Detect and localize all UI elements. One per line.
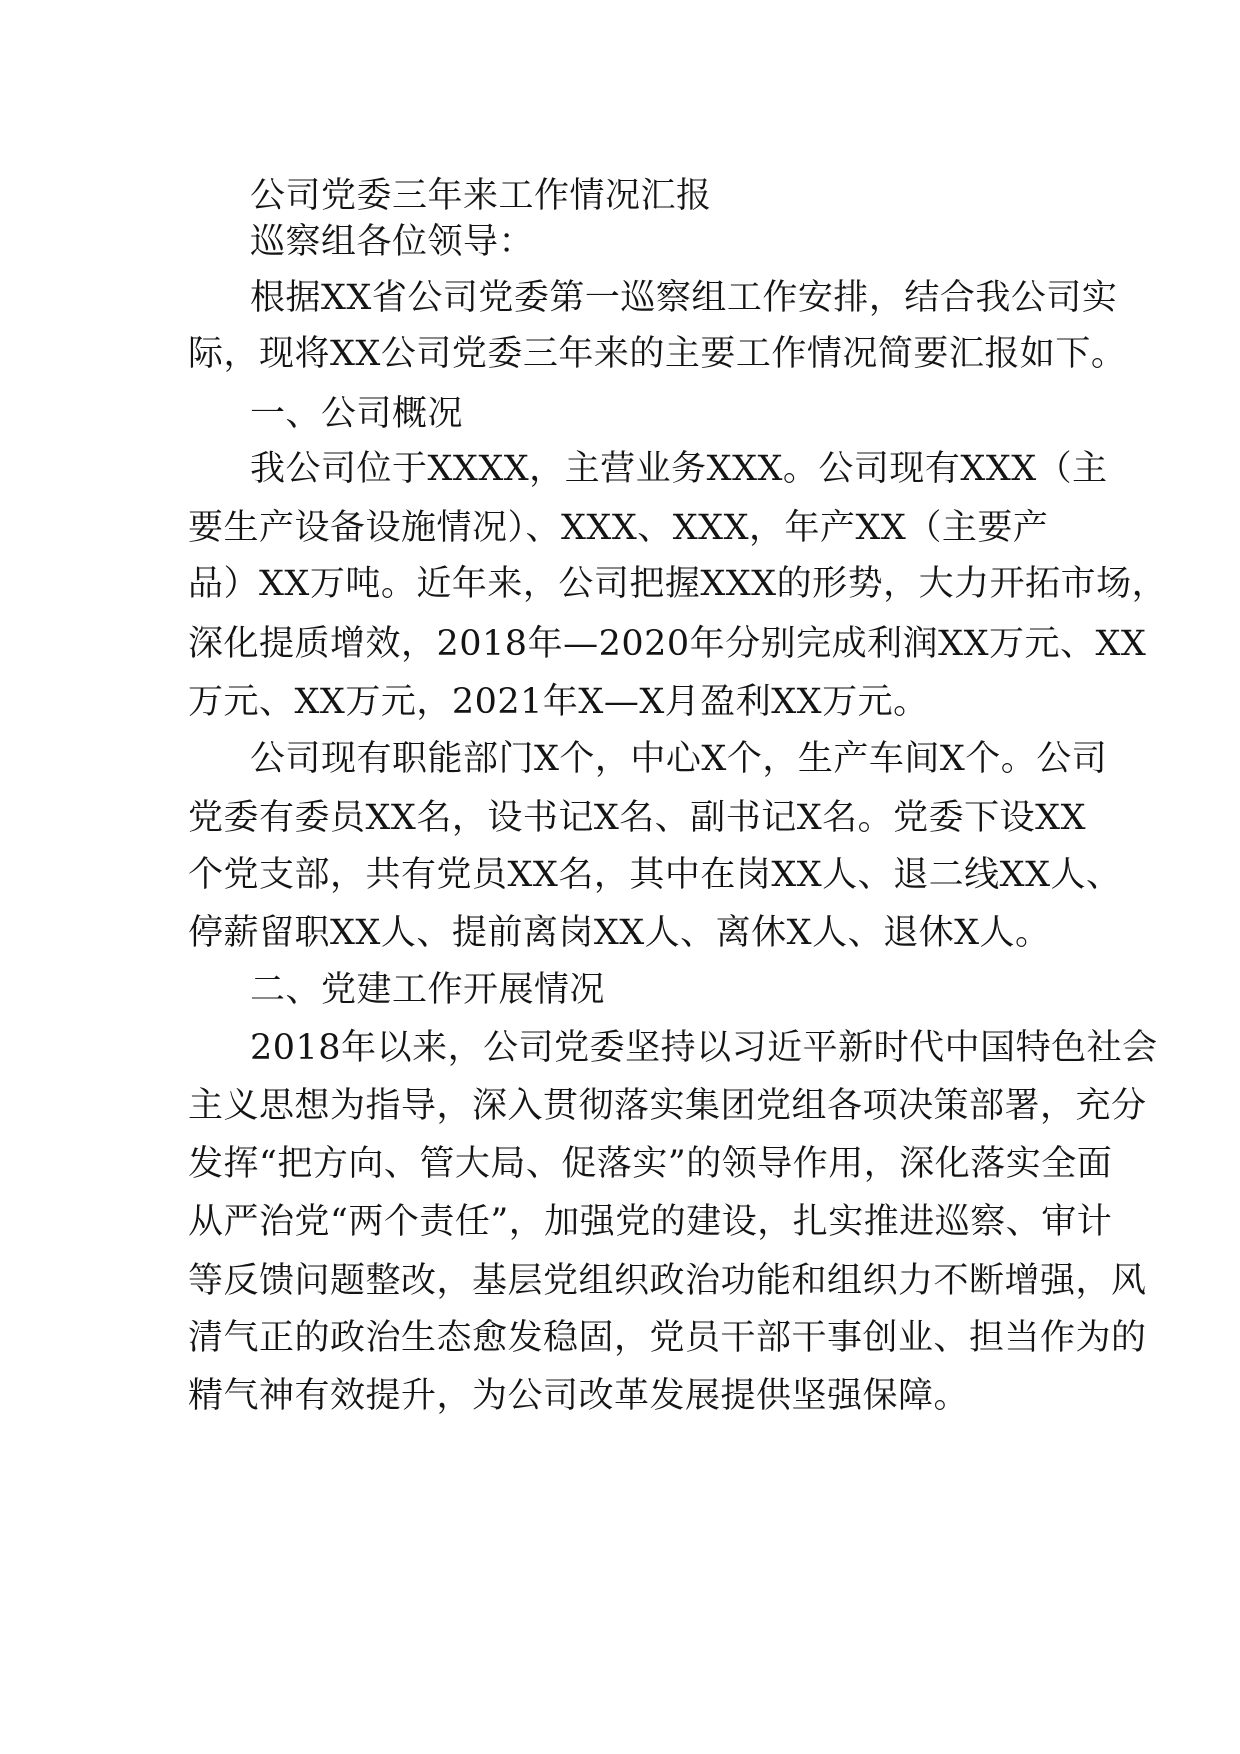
paragraph-line: 精气神有效提升，为公司改革发展提供坚强保障。 [188, 1376, 970, 1416]
paragraph-line: 停薪留职XX人、提前离岗XX人、离休X人、退休X人。 [188, 913, 1051, 953]
paragraph-line: 个党支部，共有党员XX名，其中在岗XX人、退二线XX人、 [188, 855, 1122, 895]
section-heading: 一、公司概况 [250, 394, 464, 434]
paragraph-line: 深化提质增效，2018年—2020年分别完成利润XX万元、XX [188, 624, 1147, 664]
paragraph-line: 根据XX省公司党委第一巡察组工作安排，结合我公司实 [250, 278, 1118, 318]
paragraph-line: 清气正的政治生态愈发稳固，党员干部干事创业、担当作为的 [188, 1318, 1147, 1358]
paragraph-line: 党委有委员XX名，设书记X名、副书记X名。党委下设XX [188, 798, 1087, 838]
salutation: 巡察组各位领导： [250, 222, 535, 262]
paragraph-line: 要生产设备设施情况）、XXX、XXX，年产XX（主要产 [188, 508, 1049, 548]
paragraph-line: 公司现有职能部门X个，中心X个，生产车间X个。公司 [250, 739, 1108, 779]
paragraph-line: 发挥“把方向、管大局、促落实”的领导作用，深化落实全面 [188, 1144, 1113, 1184]
paragraph-line: 品）XX万吨。近年来，公司把握XXX的形势，大力开拓市场， [188, 564, 1168, 604]
paragraph-line: 2018年以来，公司党委坚持以习近平新时代中国特色社会 [250, 1028, 1158, 1068]
paragraph-line: 从严治党“两个责任”，加强党的建设，扎实推进巡察、审计 [188, 1202, 1113, 1242]
paragraph-line: 我公司位于XXXX，主营业务XXX。公司现有XXX（主 [250, 449, 1108, 489]
paragraph-line: 万元、XX万元，2021年X—X月盈利XX万元。 [188, 682, 929, 722]
paragraph-line: 主义思想为指导，深入贯彻落实集团党组各项决策部署，充分 [188, 1086, 1147, 1126]
document-title: 公司党委三年来工作情况汇报 [250, 176, 712, 216]
section-heading: 二、党建工作开展情况 [250, 970, 606, 1010]
paragraph-line: 等反馈问题整改，基层党组织政治功能和组织力不断增强，风 [188, 1261, 1147, 1301]
paragraph-line: 际，现将XX公司党委三年来的主要工作情况简要汇报如下。 [188, 334, 1127, 374]
